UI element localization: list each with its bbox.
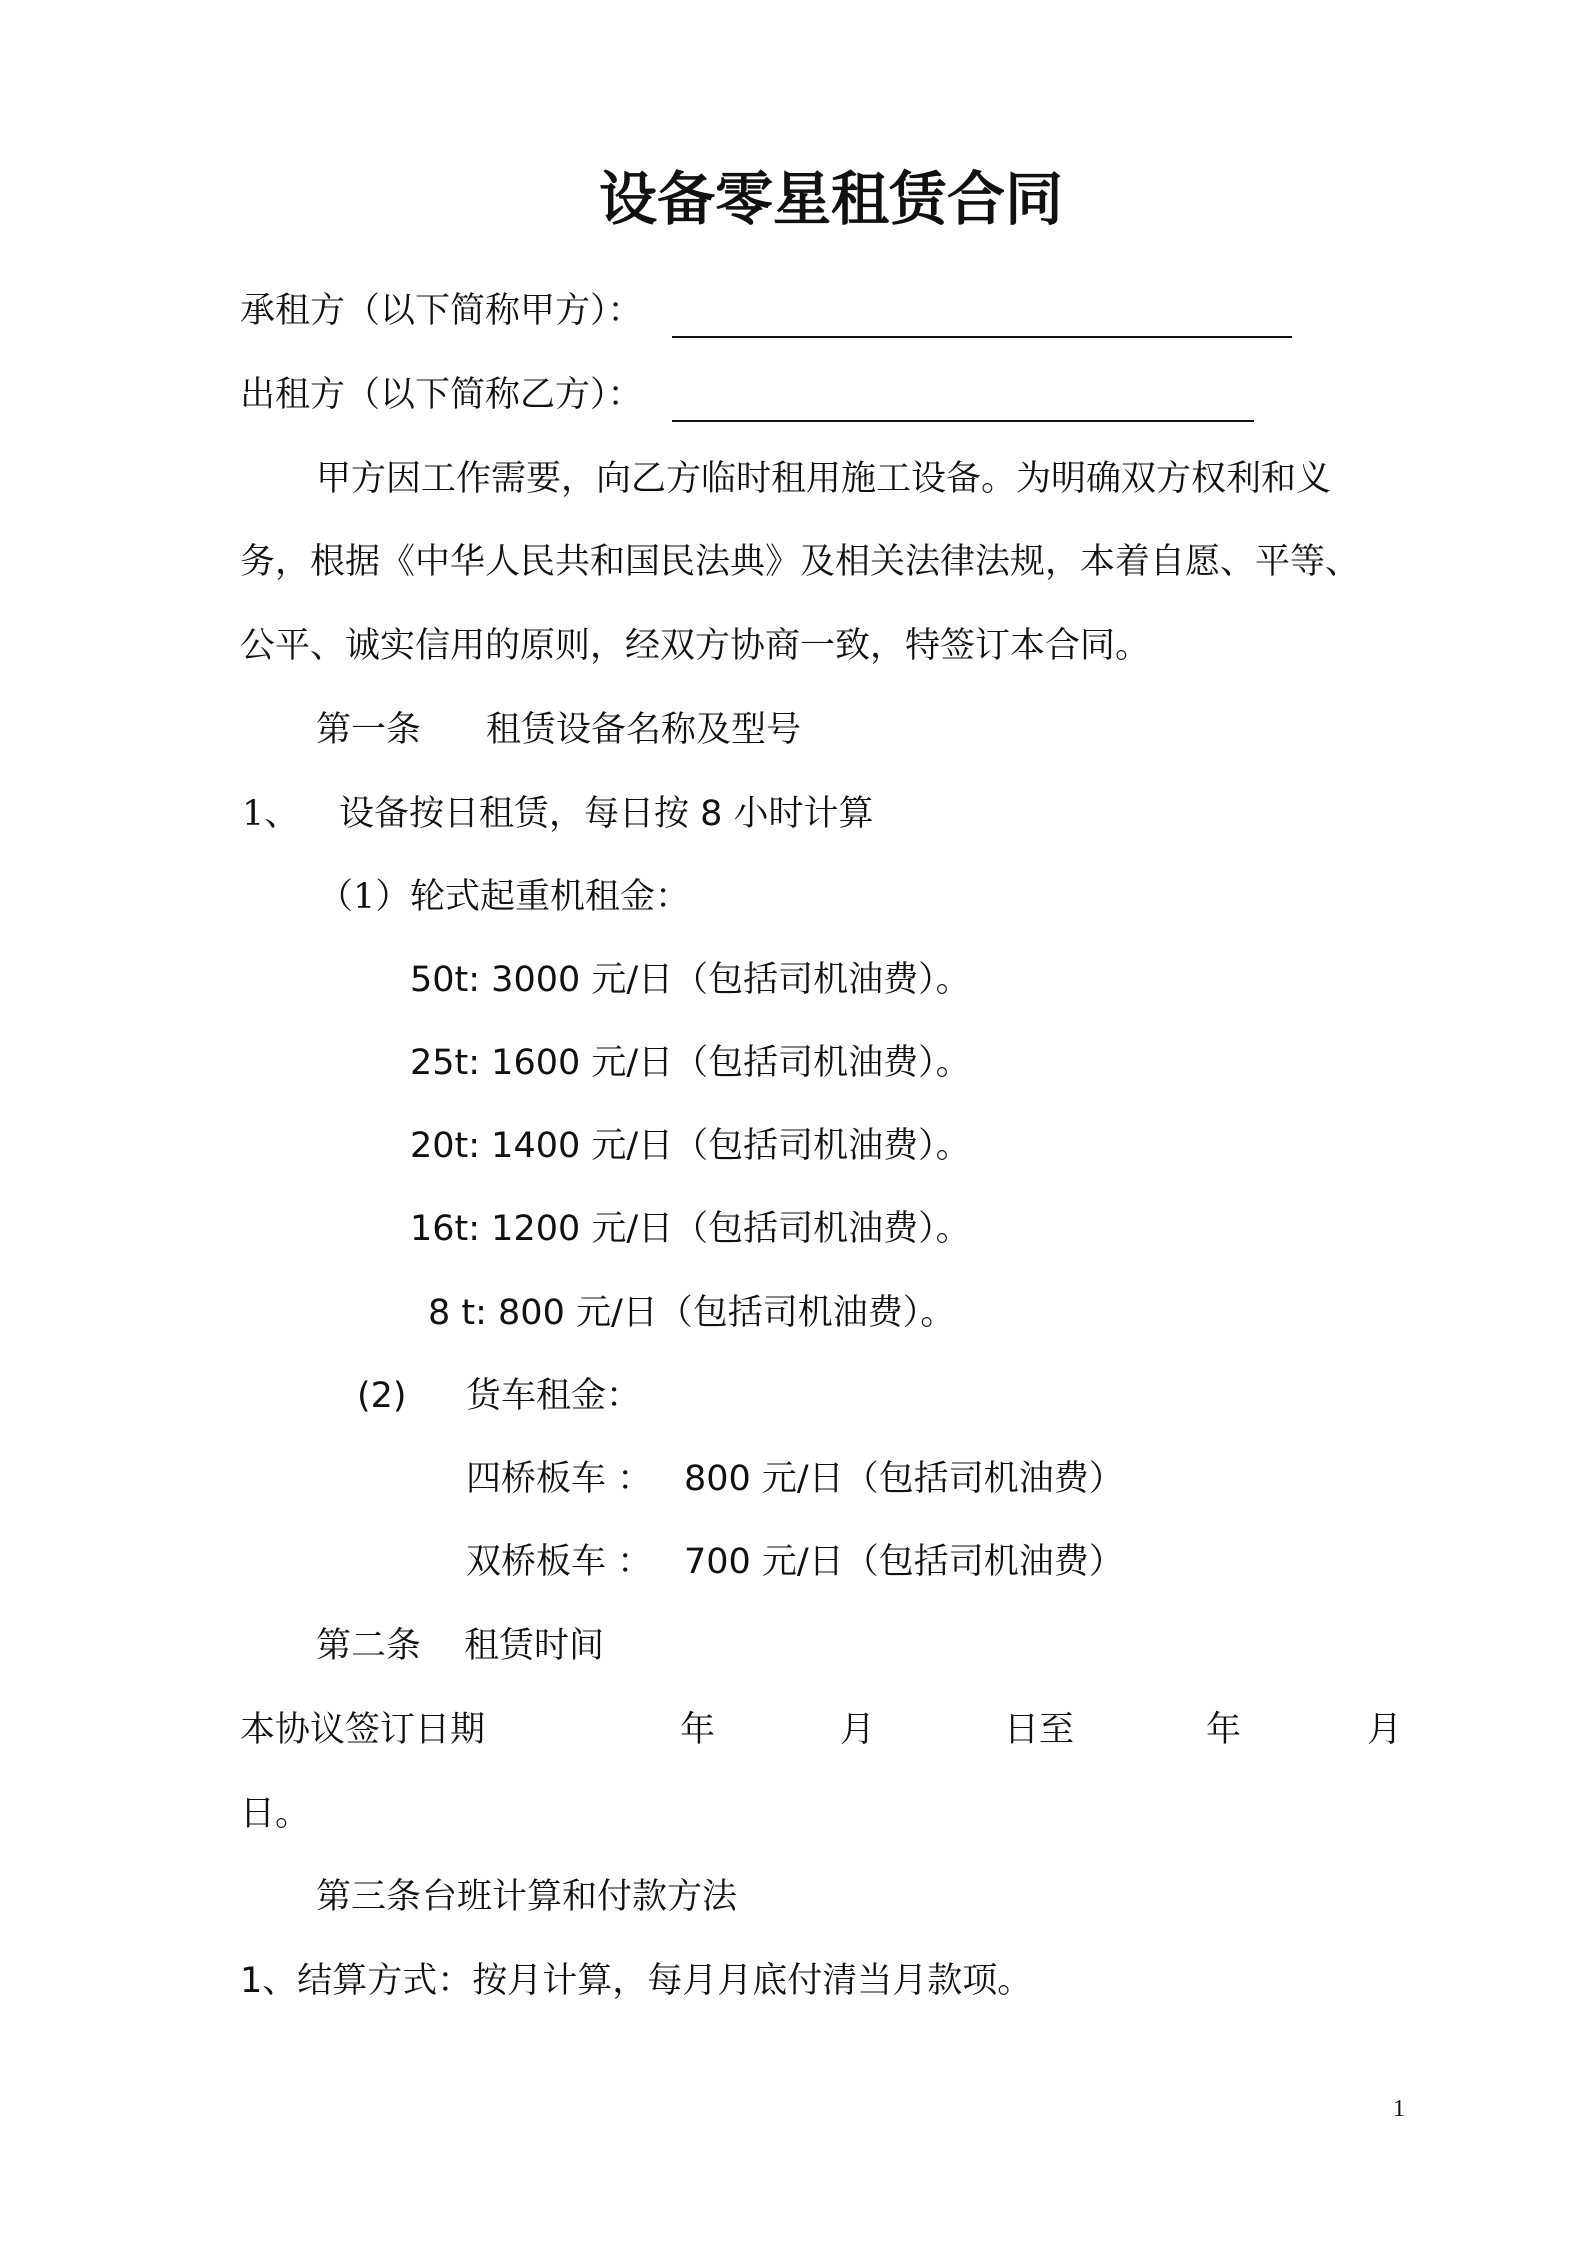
crane-rates-title: 轮式起重机租金： xyxy=(410,877,691,917)
article3-number: 第三条 xyxy=(316,1877,422,1917)
lease-period-year-1: 年 xyxy=(680,1710,716,1750)
article1-number: 第一条 xyxy=(316,710,422,750)
article1-item1-number: 1、 xyxy=(242,794,300,834)
truck-rate-four-axle-name: 四桥板车 ： xyxy=(466,1459,653,1499)
page-number: 1 xyxy=(1393,2096,1405,2122)
lease-period-year-2: 年 xyxy=(1206,1710,1242,1750)
truck-rate-four-axle-price: 800 元/日（包括司机油费） xyxy=(684,1459,1124,1499)
document-title: 设备零星租赁合同 xyxy=(599,165,1064,233)
article2-title: 租赁时间 xyxy=(464,1626,605,1666)
lessee-blank-line[interactable] xyxy=(672,336,1292,338)
preamble-line-2: 务，根据《中华人民共和国民法典》及相关法律法规，本着自愿、平等、 xyxy=(240,542,1361,582)
preamble-line-3: 公平、诚实信用的原则，经双方协商一致，特签订本合同。 xyxy=(240,626,1151,666)
lessor-label: 出租方（以下简称乙方）： xyxy=(240,375,643,415)
lease-period-month-1: 月 xyxy=(840,1710,876,1750)
article2-number: 第二条 xyxy=(316,1626,422,1666)
truck-rates-title: 货车租金： xyxy=(466,1376,642,1416)
article1-title: 租赁设备名称及型号 xyxy=(486,710,802,750)
crane-rate-16t: 16t: 1200 元/日（包括司机油费）。 xyxy=(410,1209,971,1249)
lease-period-end: 日。 xyxy=(240,1794,311,1834)
crane-rate-20t: 20t: 1400 元/日（包括司机油费）。 xyxy=(410,1126,971,1166)
preamble-line-1: 甲方因工作需要，向乙方临时租用施工设备。为明确双方权利和义 xyxy=(316,459,1332,499)
crane-rate-25t: 25t: 1600 元/日（包括司机油费）。 xyxy=(410,1043,971,1083)
lessor-blank-line[interactable] xyxy=(672,420,1254,422)
crane-rate-8t: 8 t: 800 元/日（包括司机油费）。 xyxy=(428,1293,956,1333)
truck-rates-label: (2) xyxy=(357,1376,407,1416)
lease-period-month-2: 月 xyxy=(1367,1710,1403,1750)
truck-rate-two-axle-name: 双桥板车 ： xyxy=(466,1542,653,1582)
lease-period-day-to: 日至 xyxy=(1004,1710,1075,1750)
article3-title: 台班计算和付款方法 xyxy=(422,1877,738,1917)
truck-rate-two-axle-price: 700 元/日（包括司机油费） xyxy=(684,1542,1124,1582)
article3-item1: 1、结算方式：按月计算，每月月底付清当月款项。 xyxy=(240,1961,1033,2001)
crane-rate-50t: 50t: 3000 元/日（包括司机油费）。 xyxy=(410,960,971,1000)
lease-period-start-label: 本协议签订日期 xyxy=(240,1710,486,1750)
article1-item1-text: 设备按日租赁，每日按 8 小时计算 xyxy=(339,794,874,834)
crane-rates-label: （1） xyxy=(318,877,411,917)
lessee-label: 承租方（以下简称甲方）： xyxy=(240,291,643,331)
